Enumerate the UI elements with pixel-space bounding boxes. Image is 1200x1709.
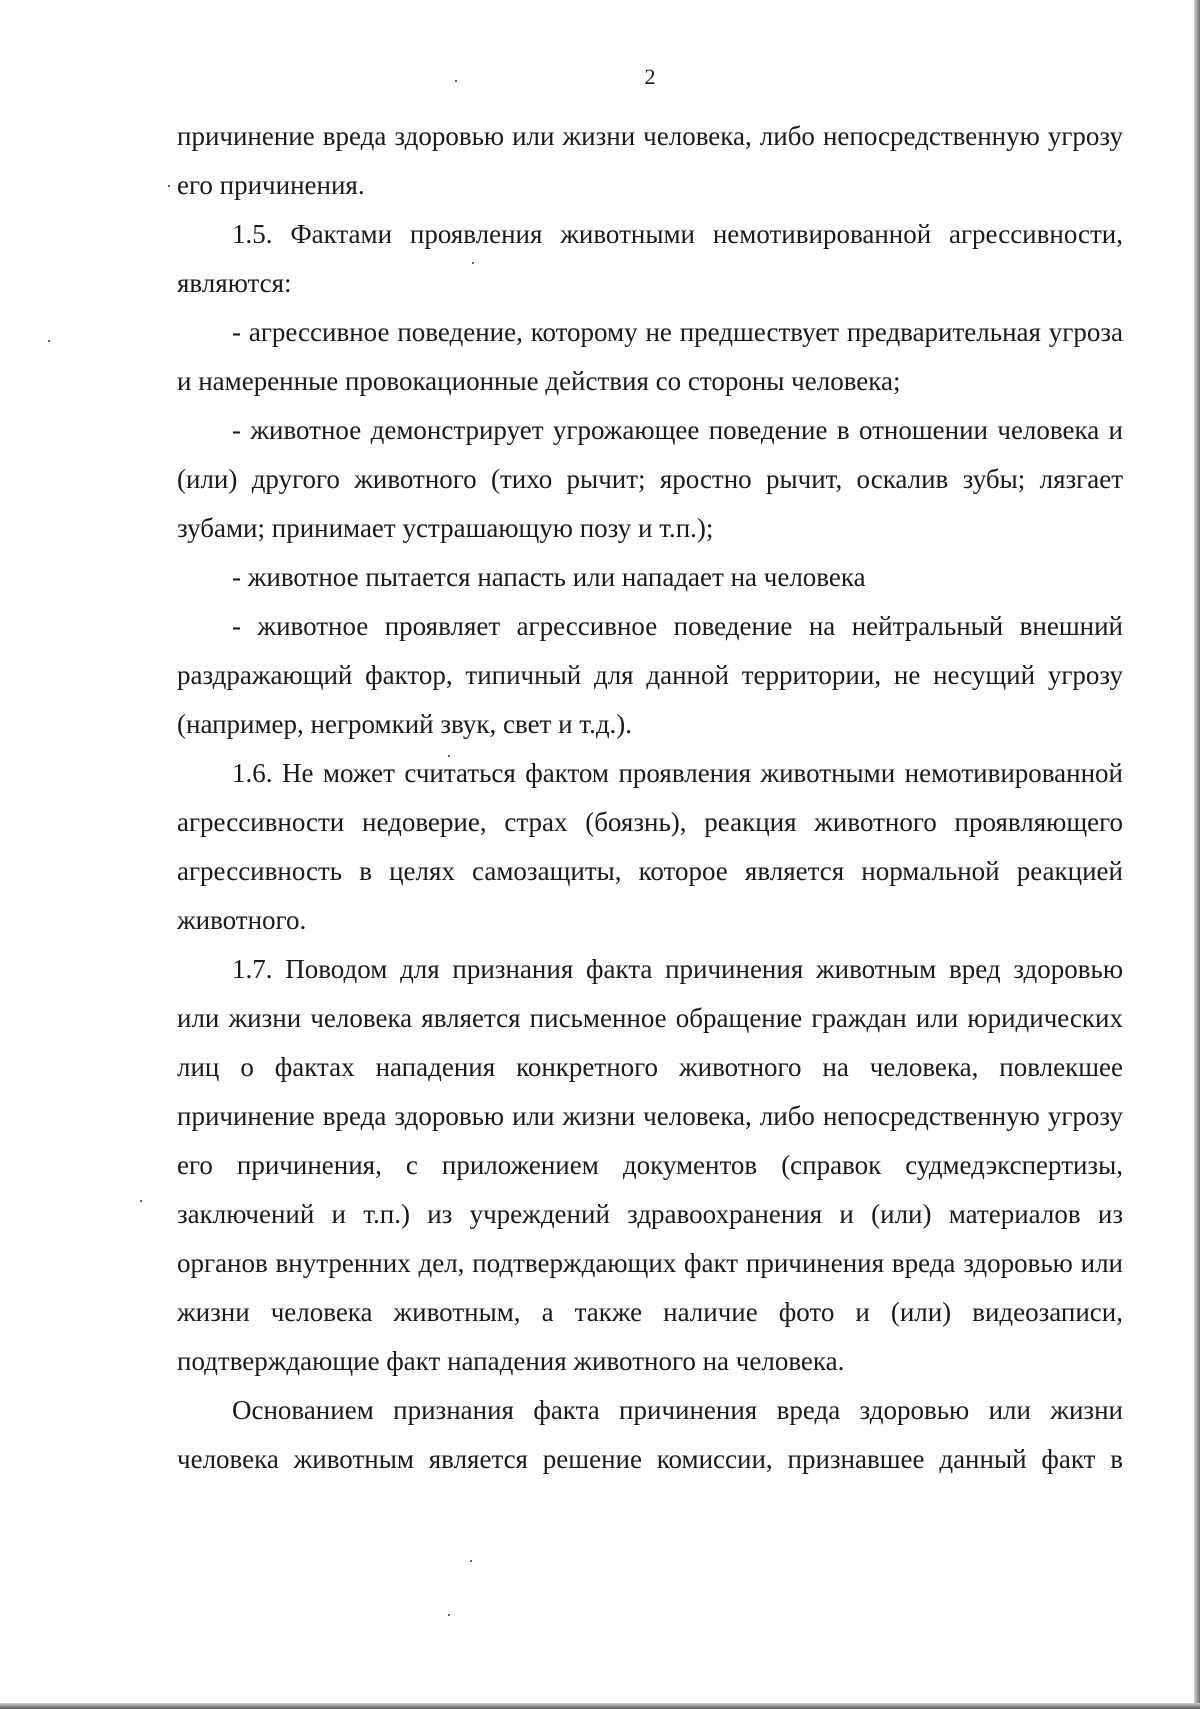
- paragraph-1-5: 1.5. Фактами проявления животными немотивированной агрессивности, являются:: [177, 219, 1123, 298]
- scan-speck: [48, 340, 50, 342]
- paragraph-1-6: 1.6. Не может считаться фактом проявления животными немотивированной агрессивности недоверие, страх (боязнь), реакция животного проявляющего агрессивность в целях самозащиты, которое является нормальной реакцией животного.: [177, 758, 1123, 935]
- scan-speck: [455, 80, 457, 82]
- list-item-threatening-behavior: - животное демонстрирует угрожающее поведение в отношении человека и (или) другого животного (тихо рычит; яростно рычит, оскалив зубы; лязгает зубами; принимает устрашающую позу и т.п.);: [177, 415, 1123, 543]
- scan-speck: [140, 1200, 142, 1202]
- page-edge-bottom: [0, 1703, 1200, 1709]
- list-item-aggressive-behavior: - агрессивное поведение, которому не предшествует предварительная угроза и намеренные провокационные действия со стороны человека;: [177, 317, 1123, 396]
- paragraph-basis: Основанием признания факта причинения вреда здоровью или жизни человека животным является решение комиссии, признавшее данный факт в: [177, 1395, 1123, 1474]
- paragraph-1-7: 1.7. Поводом для признания факта причинения животным вред здоровью или жизни человека является письменное обращение граждан или юридических лиц о фактах нападения конкретного животного на человека, повлекшее причинение вреда здоровью или жизни человека, либо непосредственную угрозу его причинения, с приложением документов (справок судмедэкспертизы, заключений и т.п.) из учреждений здравоохранения и (или) материалов из органов внутренних дел, подтверждающих факт причинения вреда здоровью или жизни человека животным, а также наличие фото и (или) видеозаписи, подтверждающие факт нападения животного на человека.: [177, 954, 1123, 1376]
- list-item-attack-attempt: - животное пытается напасть или нападает на человека: [232, 562, 866, 592]
- scan-speck: [168, 185, 170, 187]
- scan-speck: [470, 1560, 472, 1562]
- page-edge-right: [1194, 0, 1200, 1709]
- scan-speck: [448, 1614, 450, 1616]
- paragraph-continuation: причинение вреда здоровью или жизни человека, либо непосредственную угрозу его причинения.: [177, 121, 1123, 200]
- document-body: [177, 112, 1123, 1484]
- page-number: 2: [644, 64, 656, 89]
- list-item-neutral-stimulus: - животное проявляет агрессивное поведение на нейтральный внешний раздражающий фактор, типичный для данной территории, не несущий угрозу (например, негромкий звук, свет и т.д.).: [177, 611, 1123, 739]
